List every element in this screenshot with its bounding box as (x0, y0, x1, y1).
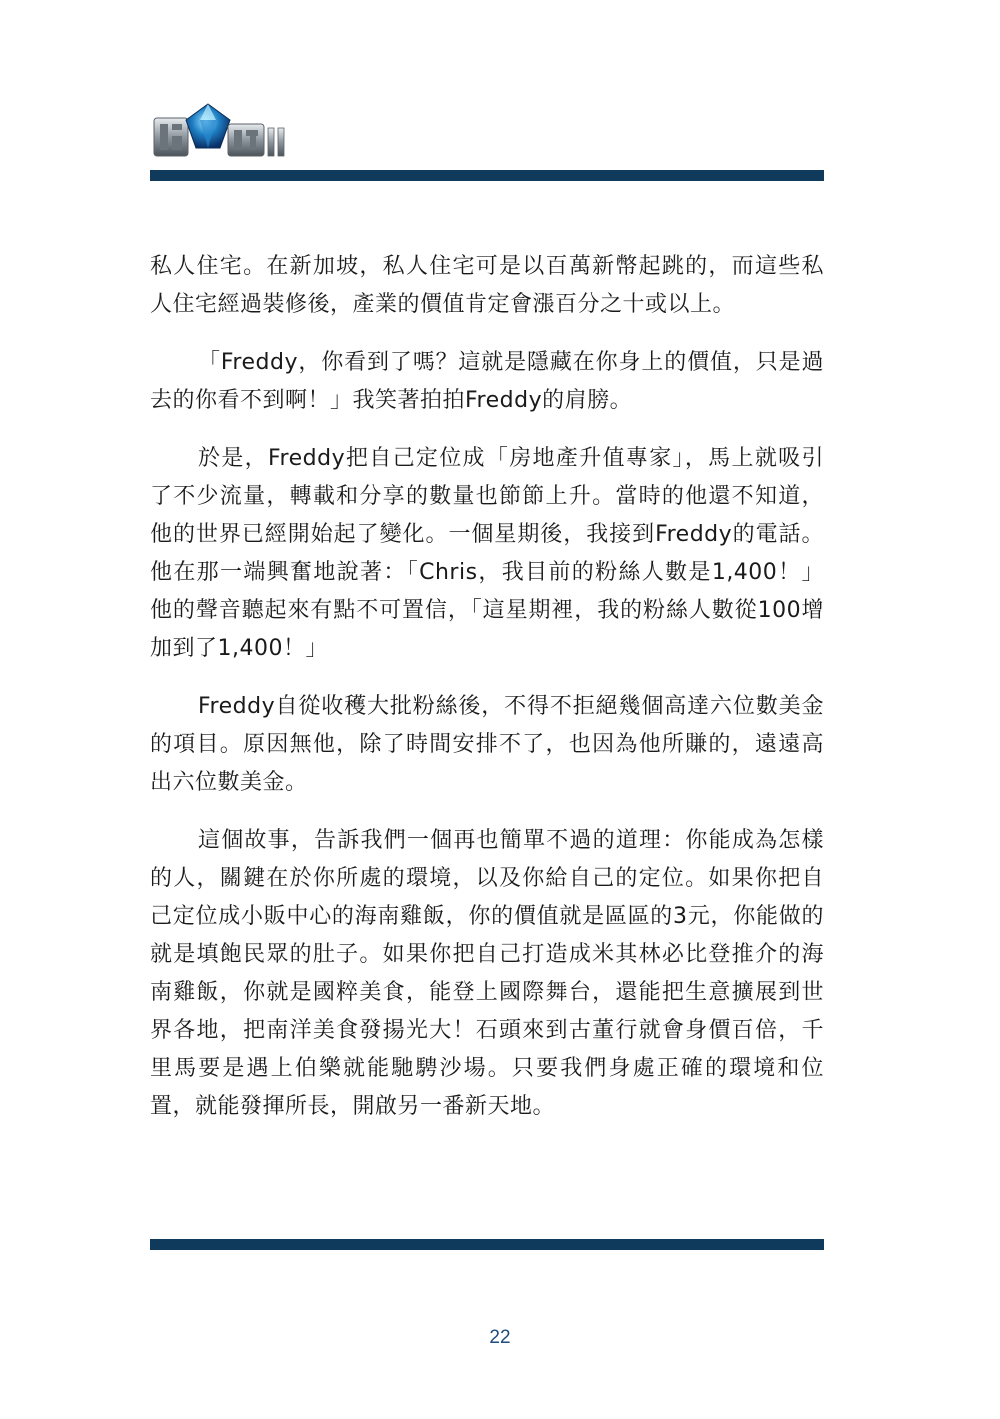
header-divider (150, 170, 824, 181)
page-number: 22 (489, 1327, 511, 1348)
paragraph-1: 私人住宅。在新加坡，私人住宅可是以百萬新幣起跳的，而這些私人住宅經過裝修後，產業的價值肯定會漲百分之十或以上。 (150, 254, 824, 317)
body-text (150, 248, 824, 1146)
book-logo-graphic (150, 100, 290, 166)
paragraph-4: Freddy自從收穫大批粉絲後，不得不拒絕幾個高達六位數美金的項目。原因無他，除了時間安排不了，也因為他所賺的，遠遠高出六位數美金。 (150, 694, 824, 795)
paragraph-5: 這個故事，告訴我們一個再也簡單不過的道理：你能成為怎樣的人，關鍵在於你所處的環境，以及你給自己的定位。如果你把自己定位成小販中心的海南雞飯，你的價值就是區區的3元，你能做的就是填飽民眾的肚子。如果你把自己打造成米其林必比登推介的海南雞飯，你就是國粹美食，能登上國際舞台，還能把生意擴展到世界各地，把南洋美食發揚光大！石頭來到古董行就會身價百倍，千里馬要是遇上伯樂就能馳騁沙場。只要我們身處正確的環境和位置，就能發揮所長，開啟另一番新天地。 (150, 828, 824, 1119)
paragraph-2: 「Freddy，你看到了嗎？這就是隱藏在你身上的價值，只是過去的你看不到啊！」我笑著拍拍Freddy的肩膀。 (150, 350, 824, 413)
book-logo (150, 100, 290, 166)
paragraph-3: 於是，Freddy把自己定位成「房地產升值專家」，馬上就吸引了不少流量，轉載和分享的數量也節節上升。當時的他還不知道，他的世界已經開始起了變化。一個星期後，我接到Freddy的電話。他在那一端興奮地說著：「Chris，我目前的粉絲人數是1,400！」他的聲音聽起來有點不可置信，「這星期裡，我的粉絲人數從100增加到了1,400！」 (150, 446, 824, 661)
blue-diamond-icon (186, 104, 230, 148)
footer-divider (150, 1239, 824, 1250)
